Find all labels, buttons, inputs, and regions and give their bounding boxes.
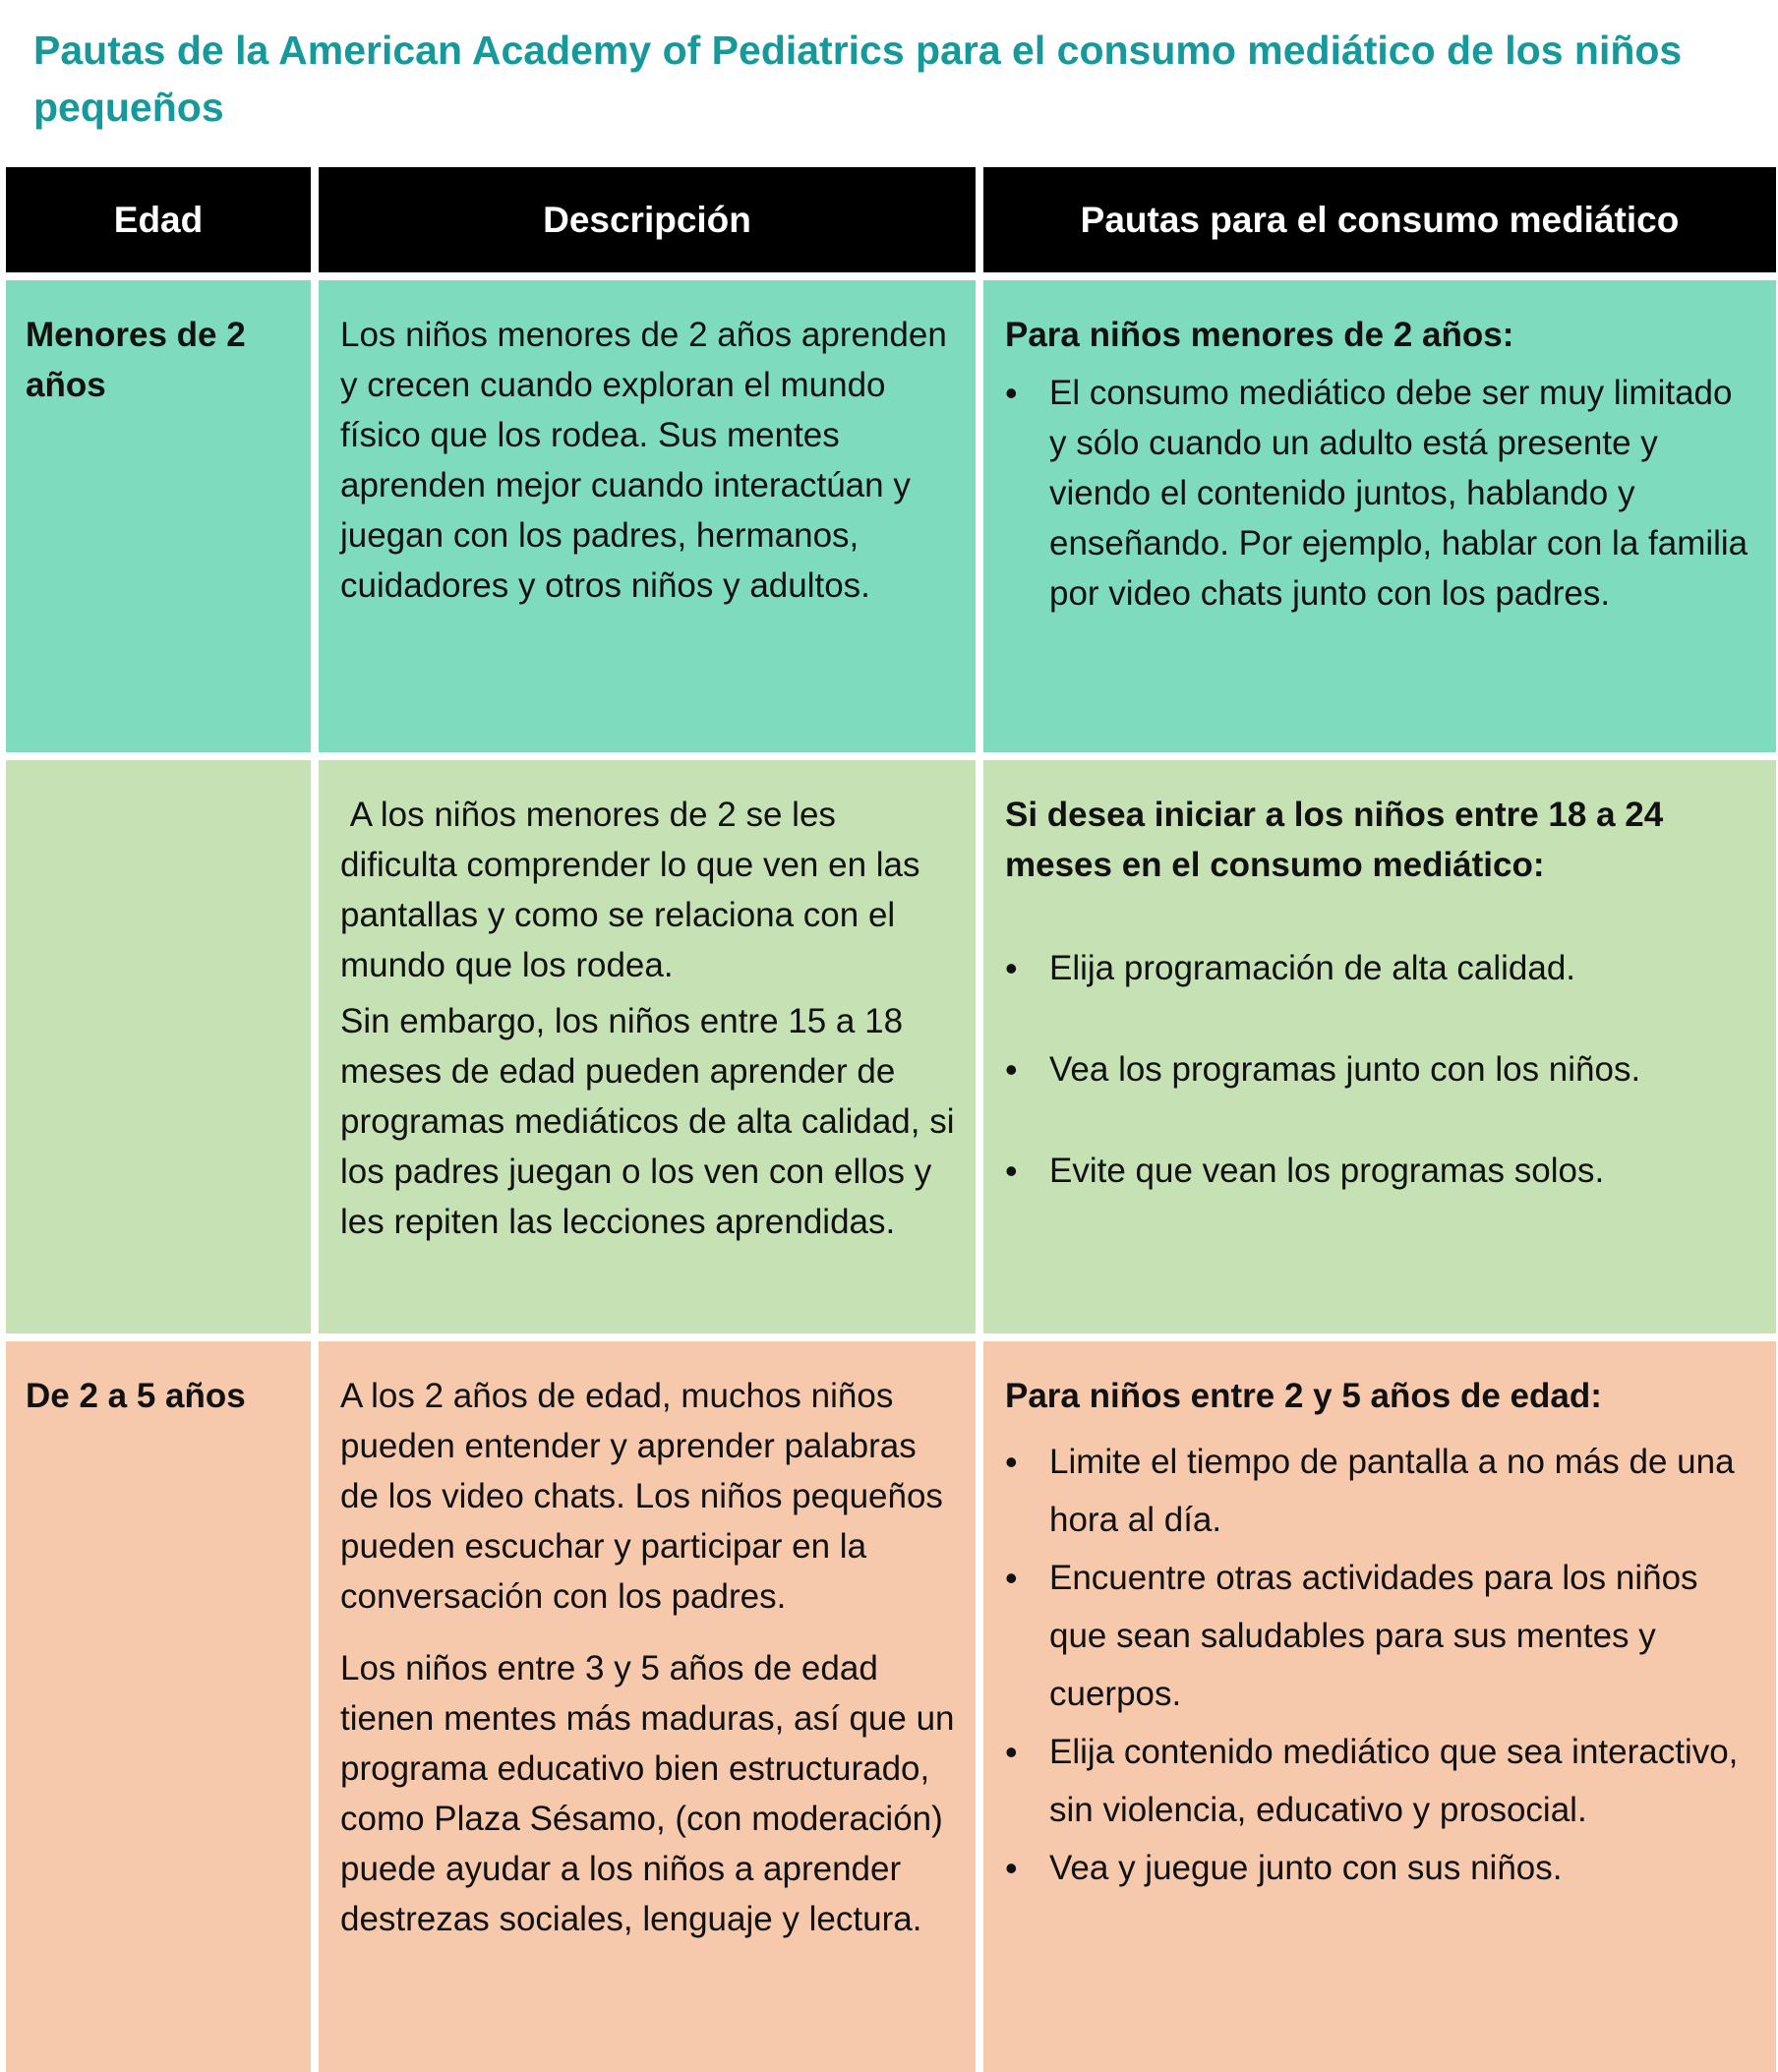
row2-guide-title: Si desea iniciar a los niños entre 18 a 24 meses en el consumo mediático: — [1005, 796, 1664, 884]
row1-age: Menores de 2 años — [26, 316, 246, 404]
row1-description-paragraph: Los niños menores de 2 años aprenden y crecen cuando exploran el mundo físico que los rodea. Sus mentes aprenden mejor cuando interactúan y juegan con los padres, hermanos, cuidadores y otros niños y adultos. — [340, 316, 947, 605]
row2-description-paragraph-2: Sin embargo, los niños entre 15 a 18 meses de edad pueden aprender de programas mediáticos de alta calidad, si los padres juegan o los ven con ellos y les repiten las lecciones aprendidas. — [340, 1002, 955, 1241]
row3-guide-title: Para niños entre 2 y 5 años de edad: — [1005, 1377, 1602, 1415]
row1-description-cell — [319, 280, 976, 752]
row3-description-paragraph-1: A los 2 años de edad, muchos niños pueden entender y aprender palabras de los video chats. Los niños pequeños pueden escuchar y participar en la conversación con los padres. — [340, 1377, 943, 1616]
page-title: Pautas de la American Academy of Pediatrics para el consumo mediático de los niños pequeños — [33, 28, 1683, 130]
row1-guidelines-cell — [983, 280, 1776, 752]
row2-description-paragraph-1: A los niños menores de 2 se les dificulta comprender lo que ven en las pantallas y como se relaciona con el mundo que los rodea. — [340, 796, 930, 984]
row3-description-paragraph-2: Los niños entre 3 y 5 años de edad tienen mentes más maduras, así que un programa educativo bien estructurado, como Plaza Sésamo, (con moderación) puede ayudar a los niños a aprender destrezas sociales, lenguaje y lectura. — [340, 1649, 955, 1938]
row2-age-cell — [6, 760, 311, 1333]
list-item: • El consumo mediático debe ser muy limitado y sólo cuando un adulto está presente y viendo el contenido juntos, hablando y enseñando. Por ejemplo, hablar con la familia por video chats junto con los padres. — [1005, 368, 1758, 619]
row2-guidelines-cell — [983, 760, 1776, 1333]
row1-guide-title: Para niños menores de 2 años: — [1005, 316, 1514, 354]
row3-age: De 2 a 5 años — [26, 1377, 246, 1415]
list-item: • Elija programación de alta calidad. — [1005, 943, 1758, 993]
list-item: • Evite que vean los programas solos. — [1005, 1146, 1758, 1196]
list-item: • Encuentre otras actividades para los niños que sean saludables para sus mentes y cuerpos. — [1005, 1549, 1758, 1723]
header-age: Edad — [6, 167, 311, 272]
row3-guide-list — [1005, 1433, 1758, 1897]
list-item: • Vea los programas junto con los niños. — [1005, 1044, 1758, 1095]
header-guidelines: Pautas para el consumo mediático — [983, 167, 1776, 272]
row1-age-cell — [6, 280, 311, 752]
list-item: • Limite el tiempo de pantalla a no más de una hora al día. — [1005, 1433, 1758, 1549]
row3-description-cell — [319, 1341, 976, 2072]
list-item: • Elija contenido mediático que sea interactivo, sin violencia, educativo y prosocial. — [1005, 1723, 1758, 1839]
row3-age-cell — [6, 1341, 311, 2072]
header-description: Descripción — [319, 167, 976, 272]
media-guidelines-table — [6, 167, 1776, 2060]
row3-guidelines-cell — [983, 1341, 1776, 2072]
row2-guide-list — [1005, 943, 1758, 1196]
list-item: • Vea y juegue junto con sus niños. — [1005, 1839, 1758, 1897]
row1-guide-list — [1005, 368, 1758, 619]
row2-description-cell — [319, 760, 976, 1333]
